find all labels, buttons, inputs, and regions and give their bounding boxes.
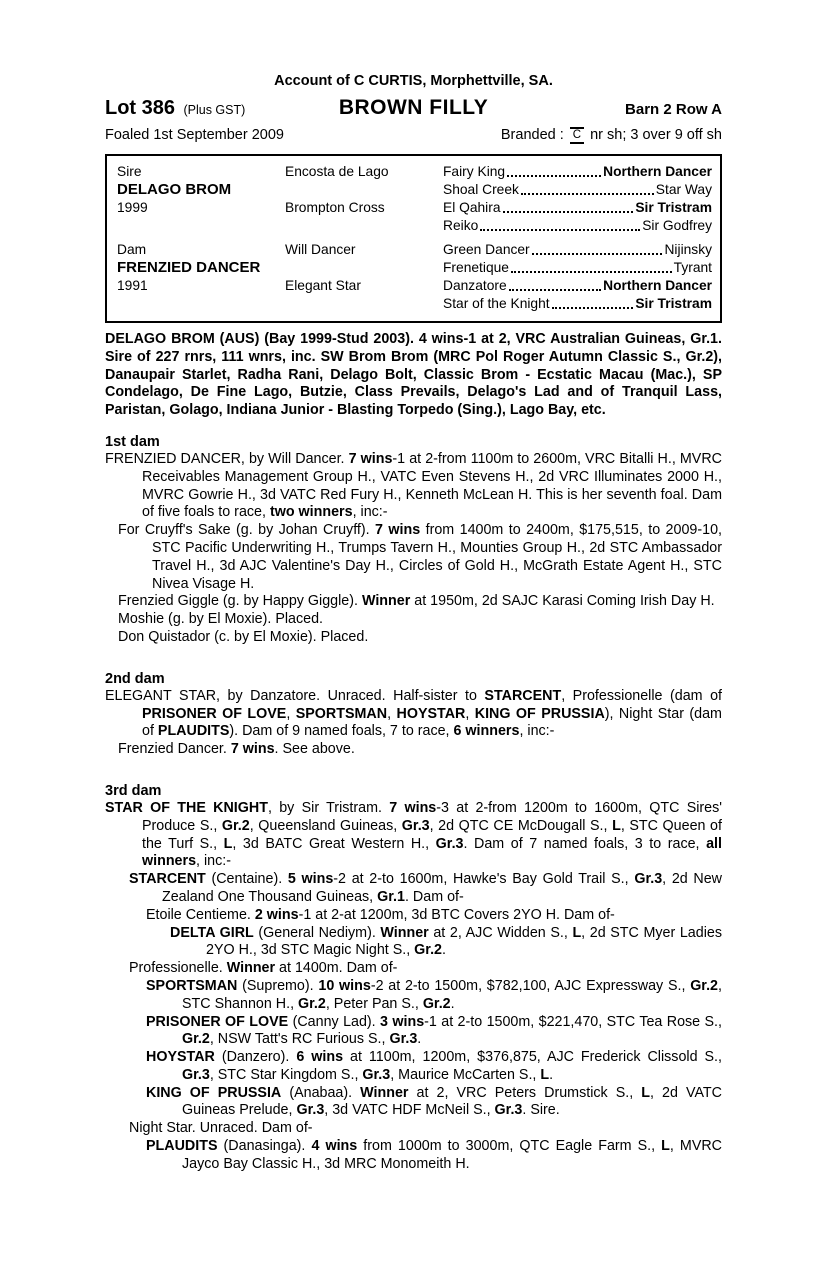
pedigree-label: Sire: [117, 164, 142, 179]
pedigree-label: 1999: [117, 200, 148, 215]
pedigree-grandparent-name: [285, 295, 443, 313]
gen3-name: Danzatore: [443, 278, 507, 293]
leader-dots: [521, 193, 654, 195]
pedigree-label: Dam: [117, 242, 147, 257]
gen4-name: Northern Dancer: [603, 278, 712, 293]
horse-title: BROWN FILLY: [338, 96, 489, 119]
pedigree-entry: Don Quistador (c. by El Moxie). Placed.: [118, 628, 369, 645]
sections: [105, 433, 722, 1174]
sire-blurb: DELAGO BROM (AUS) (Bay 1999-Stud 2003). 4 wins-1 at 2, VRC Australian Guineas, Gr.1. Sire of 227 rnrs, 111 wnrs, inc. SW Brom Brom (MRC Pol Roger Autumn Classic S., Gr.2), Danaupair Starlet, Radha Rani, Delago Bolt, Classic Brom - Ecstatic Macau (Mac.), SP Condelago, De Fine Lago, Butzie, Class Prevails, Delago's Lad and of Tranquil Lass, Paristan, Golago, Indiana Junior - Blasting Torpedo (Sing.), Lago Bay, etc.: [105, 331, 722, 419]
gen4-name: Northern Dancer: [603, 164, 712, 179]
pedigree-gen3-row: [443, 199, 712, 217]
pedigree-grandparent-name: [285, 259, 443, 277]
section-heading: 3rd dam: [105, 782, 162, 799]
pedigree-label: 1991: [117, 278, 148, 293]
pedigree-entry: STARCENT (Centaine). 5 wins-2 at 2-to 1600m, Hawke's Bay Gold Trail S., Gr.3, 2d New Zealand One Thousand Guineas, Gr.1. Dam of-: [129, 871, 723, 905]
pedigree-gen3-row: [443, 277, 712, 295]
pedigree-gen3-row: [443, 241, 712, 259]
gen4-name: Sir Tristram: [635, 200, 712, 215]
barn-row-label: Barn 2 Row A: [625, 101, 723, 118]
pedigree-entry: Moshie (g. by El Moxie). Placed.: [118, 611, 324, 628]
gen3-name: Green Dancer: [443, 242, 530, 257]
pedigree-label: [117, 295, 285, 313]
pedigree-entry: Frenzied Giggle (g. by Happy Giggle). Winner at 1950m, 2d SAJC Karasi Coming Irish Day H.: [118, 593, 715, 610]
lot-number: Lot 386: [105, 97, 176, 119]
pedigree-col2: [285, 163, 443, 313]
pedigree-entry: For Cruyff's Sake (g. by Johan Cruyff). 7 wins from 1400m to 2400m, $175,515, to 2009-10, STC Pacific Underwriting H., Trumps Tavern H., Mounties Group H., 2d STC Ambassador Travel H., 3d AJC Valentine's Day H., Circles of Gold H., McGrath Estate Agent H., STC Nivea Visage H.: [118, 522, 722, 592]
foaled-date: Foaled 1st September 2009: [105, 127, 284, 143]
gen4-name: Sir Tristram: [635, 296, 712, 311]
pedigree-entry: Frenzied Dancer. 7 wins. See above.: [118, 741, 355, 758]
pedigree-table: [105, 154, 722, 323]
pedigree-entry: Etoile Centieme. 2 wins-1 at 2-at 1200m, 3d BTC Covers 2YO H. Dam of-: [146, 906, 615, 923]
pedigree-gen3-row: [443, 217, 712, 235]
gen3-name: Star of the Knight: [443, 296, 550, 311]
pedigree-col3: [443, 163, 712, 313]
branded-label: Branded :: [500, 127, 564, 143]
gen3-name: Fairy King: [443, 164, 506, 179]
pedigree-col1: [117, 163, 285, 313]
leader-dots: [480, 229, 640, 231]
gen3-name: Shoal Creek: [443, 182, 519, 197]
leader-dots: [509, 289, 601, 291]
gen4-name: Nijinsky: [664, 242, 712, 257]
pedigree-entry: ELEGANT STAR, by Danzatore. Unraced. Half-sister to STARCENT, Professionelle (dam of PRISONER OF LOVE, SPORTSMAN, HOYSTAR, KING OF PRUSSIA), Night Star (dam of PLAUDITS). Dam of 9 named foals, 7 to race, 6 winners, inc:-: [105, 687, 723, 740]
gen3-name: Frenetique: [443, 260, 509, 275]
branded-detail: nr sh; 3 over 9 off sh: [590, 127, 722, 143]
pedigree-entry: SPORTSMAN (Supremo). 10 wins-2 at 2-to 1500m, $782,100, AJC Expressway S., Gr.2, STC Shannon H., Gr.2, Peter Pan S., Gr.2.: [146, 977, 722, 1012]
gen4-name: Tyrant: [673, 260, 712, 275]
pedigree-gen3-row: [443, 163, 712, 181]
pedigree-label: [117, 217, 285, 235]
pedigree-entry: STAR OF THE KNIGHT, by Sir Tristram. 7 wins-3 at 2-from 1200m to 1600m, QTC Sires' Produce S., Gr.2, Queensland Guineas, Gr.3, 2d QTC CE McDougall S., L, STC Queen of the Turf S., L, 3d BATC Great Western H., Gr.3. Dam of 7 named foals, 3 to race, all winners, inc:-: [105, 799, 722, 870]
pedigree-entry: DELTA GIRL (General Nediym). Winner at 2, AJC Widden S., L, 2d STC Myer Ladies 2YO H., 3d STC Magic Night S., Gr.2.: [170, 924, 722, 959]
pedigree-entry: KING OF PRUSSIA (Anabaa). Winner at 2, VRC Peters Drumstick S., L, 2d VATC Guineas Prelude, Gr.3, 3d VATC HDF McNeil S., Gr.3. Sire.: [146, 1084, 722, 1119]
branded-info: [501, 125, 722, 145]
pedigree-entry: HOYSTAR (Danzero). 6 wins at 1100m, 1200m, $376,875, AJC Frederick Clissold S., Gr.3, STC Star Kingdom S., Gr.3, Maurice McCarten S., L.: [146, 1049, 722, 1083]
gen4-name: Star Way: [655, 182, 712, 197]
pedigree-entry: Night Star. Unraced. Dam of-: [129, 1120, 313, 1137]
pedigree-grandparent-name: Elegant Star: [285, 278, 361, 293]
pedigree-gen3-row: [443, 259, 712, 277]
brand-symbol: C: [570, 127, 584, 144]
leader-dots: [507, 175, 601, 177]
pedigree-grandparent-name: [285, 217, 443, 235]
pedigree-entry: PLAUDITS (Danasinga). 4 wins from 1000m to 3000m, QTC Eagle Farm S., L, MVRC Jayco Bay Classic H., 3d MRC Monomeith H.: [146, 1138, 723, 1172]
pedigree-grandparent-name: [285, 181, 443, 199]
lot-gst-note: (Plus GST): [183, 103, 246, 117]
pedigree-gen3-row: [443, 295, 712, 313]
pedigree-gen3-row: [443, 181, 712, 199]
leader-dots: [552, 307, 634, 309]
gen4-name: Sir Godfrey: [642, 218, 712, 233]
pedigree-parent-name: FRENZIED DANCER: [117, 259, 261, 276]
section-heading: 1st dam: [105, 433, 160, 450]
pedigree-entry: Professionelle. Winner at 1400m. Dam of-: [129, 960, 398, 977]
account-line: Account of C CURTIS, Morphettville, SA.: [274, 73, 553, 89]
leader-dots: [511, 271, 672, 273]
pedigree-entry: FRENZIED DANCER, by Will Dancer. 7 wins-1 at 2-from 1100m to 2600m, VRC Bitalli H., MVRC Receivables Management Group H., VATC Even Stevens H., 2d VRC Illuminates 2000 H., MVRC Gowrie H., 3d VATC Red Fury H., Kenneth McLean H. This is her seventh foal. Dam of five foals to race, two winners, inc:-: [105, 450, 722, 521]
leader-dots: [532, 253, 663, 255]
pedigree-parent-name: DELAGO BROM: [117, 181, 232, 198]
lot-number-group: [105, 97, 339, 120]
pedigree-grandparent-name: Will Dancer: [285, 242, 356, 257]
lot-header: [105, 96, 722, 120]
section-heading: 2nd dam: [105, 670, 165, 687]
gen3-name: El Qahira: [443, 200, 501, 215]
pedigree-grandparent-name: Encosta de Lago: [285, 164, 389, 179]
foaled-line: [105, 125, 722, 145]
pedigree-grandparent-name: Brompton Cross: [285, 200, 385, 215]
pedigree-entry: PRISONER OF LOVE (Canny Lad). 3 wins-1 at 2-to 1500m, $221,470, STC Tea Rose S., Gr.2, NSW Tatt's RC Furious S., Gr.3.: [146, 1013, 722, 1048]
gen3-name: Reiko: [443, 218, 479, 233]
leader-dots: [503, 211, 634, 213]
